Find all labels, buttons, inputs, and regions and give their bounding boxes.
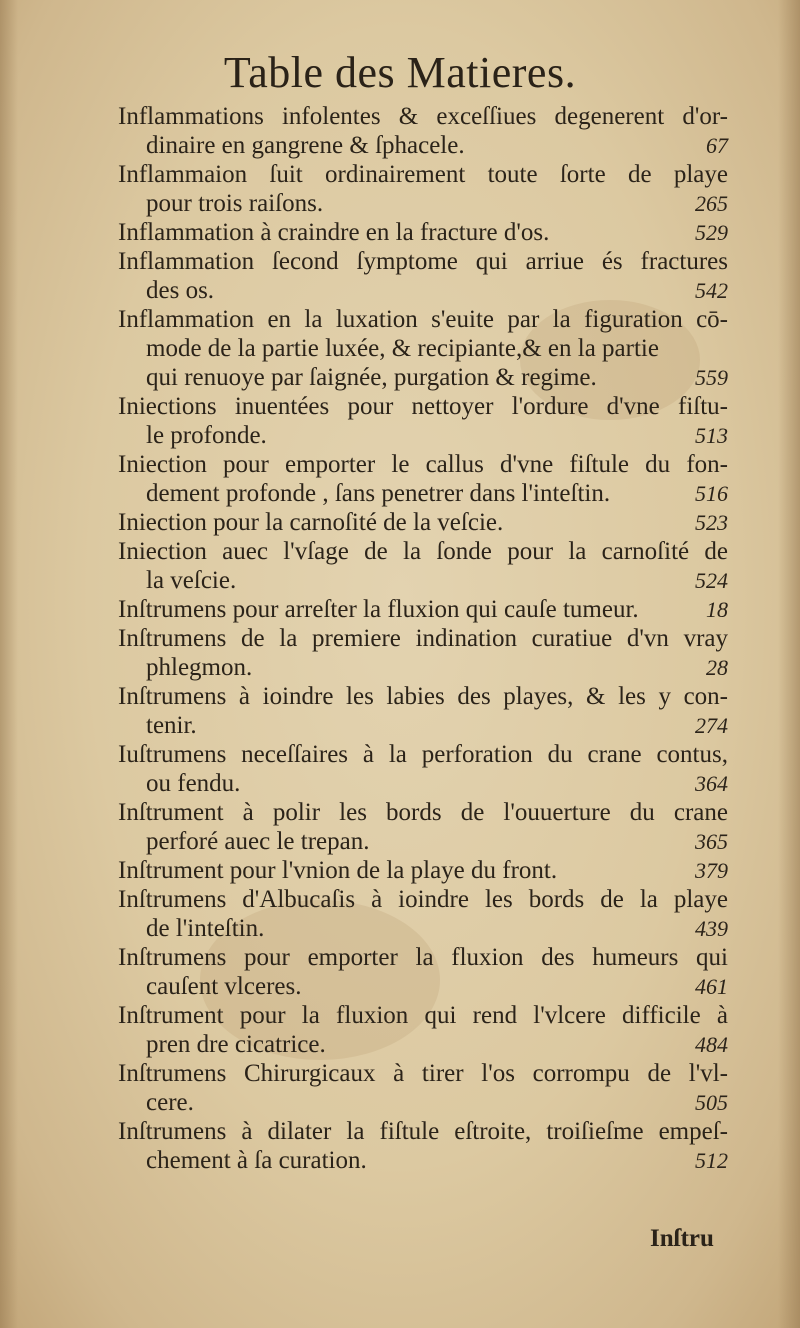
index-entry	[118, 102, 728, 160]
entry-text-line: Inſtrumens à ioindre les labies des playes, & les y con-	[118, 683, 728, 710]
page-reference: 379	[695, 858, 728, 883]
index-entry	[118, 1001, 728, 1059]
entry-text-line: Inflammations infolentes & exceſſiues degenerent d'or-	[118, 103, 728, 130]
page-reference: 559	[695, 365, 728, 390]
entry-continuation-line: pren dre cicatrice.	[146, 1031, 326, 1058]
entry-text-line: Inſtrumens à dilater la fiſtule eſtroite, troiſieſme empeſ-	[118, 1118, 728, 1145]
index-entry	[118, 218, 728, 247]
index-entry-list	[118, 102, 728, 1175]
entry-continuation-line: qui renuoye par ſaignée, purgation & regime.	[146, 364, 597, 391]
page-edge-shadow-right	[778, 0, 800, 1328]
entry-continuation-line: dement profonde , ſans penetrer dans l'inteſtin.	[146, 480, 611, 507]
page-reference: 365	[695, 829, 728, 854]
page-reference: 28	[706, 655, 728, 680]
entry-text-line: Inflammation à craindre en la fracture d'os.	[118, 219, 550, 246]
entry-text-line: Inſtrumens d'Albucaſis à ioindre les bords de la playe	[118, 886, 728, 913]
entry-continuation-line: chement à ſa curation.	[146, 1147, 367, 1174]
page-reference: 505	[695, 1090, 728, 1115]
index-entry	[118, 537, 728, 595]
index-entry	[118, 856, 728, 885]
index-entry	[118, 885, 728, 943]
index-entry	[118, 943, 728, 1001]
entry-text-line: Inſtrumens pour arreſter la fluxion qui cauſe tumeur.	[118, 596, 639, 623]
page-title: Table des Matieres.	[223, 48, 577, 97]
page-reference: 524	[695, 568, 728, 593]
page-reference: 523	[695, 510, 728, 535]
index-entry	[118, 247, 728, 305]
entry-text-line: Iniection auec l'vſage de la ſonde pour la carnoſité de	[118, 538, 728, 565]
page-reference: 529	[695, 220, 728, 245]
entry-text-line: Inſtrumens pour emporter la fluxion des humeurs qui	[118, 944, 728, 971]
index-entry	[118, 450, 728, 508]
entry-continuation-line: le profonde.	[146, 422, 267, 449]
entry-text-line: Inflammation en la luxation s'euite par la figuration cō-	[118, 306, 728, 333]
entry-continuation-line: de l'inteſtin.	[146, 915, 265, 942]
entry-continuation-line: perforé auec le trepan.	[146, 828, 370, 855]
entry-continuation-line: mode de la partie luxée, & recipiante,& en la partie	[146, 335, 659, 362]
entry-continuation-line: pour trois raiſons.	[146, 190, 324, 217]
index-entry	[118, 305, 728, 392]
page-reference: 484	[695, 1032, 728, 1057]
entry-text-line: Inſtrumens Chirurgicaux à tirer l'os corrompu de l'vl-	[118, 1060, 728, 1087]
entry-continuation-line: dinaire en gangrene & ſphacele.	[146, 132, 465, 159]
page-reference: 439	[695, 916, 728, 941]
entry-text-line: Inſtrument à polir les bords de l'ouuerture du crane	[118, 799, 728, 826]
page-reference: 513	[695, 423, 728, 448]
page-reference: 516	[695, 481, 728, 506]
entry-text-line: Iniection pour emporter le callus d'vne fiſtule du fon-	[118, 451, 728, 478]
entry-continuation-line: cauſent vlceres.	[146, 973, 302, 1000]
index-entry	[118, 508, 728, 537]
entry-text-line: Iuſtrumens neceſſaires à la perforation du crane contus,	[118, 741, 728, 768]
index-entry	[118, 740, 728, 798]
entry-text-line: Iniections inuentées pour nettoyer l'ordure d'vne fiſtu-	[118, 393, 728, 420]
page-reference: 461	[695, 974, 728, 999]
entry-continuation-line: phlegmon.	[146, 654, 253, 681]
index-entry	[118, 160, 728, 218]
entry-text-line: Iniection pour la carnoſité de la veſcie.	[118, 509, 504, 536]
entry-continuation-line: la veſcie.	[146, 567, 237, 594]
index-entry	[118, 682, 728, 740]
index-entry	[118, 624, 728, 682]
entry-text-line: Inſtrument pour la fluxion qui rend l'vlcere difficile à	[118, 1002, 728, 1029]
page-reference: 274	[695, 713, 728, 738]
page-reference: 67	[706, 133, 728, 158]
index-entry	[118, 1117, 728, 1175]
page-reference: 512	[695, 1148, 728, 1173]
entry-continuation-line: des os.	[146, 277, 215, 304]
page-reference: 542	[695, 278, 728, 303]
index-entry	[118, 595, 728, 624]
catchword: Inſtru	[650, 1225, 714, 1252]
index-entry	[118, 798, 728, 856]
page-reference: 265	[695, 191, 728, 216]
entry-continuation-line: cere.	[146, 1089, 194, 1116]
page-reference: 18	[706, 597, 728, 622]
entry-text-line: Inflammaion ſuit ordinairement toute ſorte de playe	[118, 161, 728, 188]
entry-text-line: Inflammation ſecond ſymptome qui arriue és fractures	[118, 248, 728, 275]
index-entry	[118, 1059, 728, 1117]
page-edge-shadow-left	[0, 0, 18, 1328]
entry-text-line: Inſtrument pour l'vnion de la playe du front.	[118, 857, 558, 884]
entry-continuation-line: ou fendu.	[146, 770, 241, 797]
page-reference: 364	[695, 771, 728, 796]
entry-continuation-line: tenir.	[146, 712, 197, 739]
entry-text-line: Inſtrumens de la premiere indination curatiue d'vn vray	[118, 625, 728, 652]
index-entry	[118, 392, 728, 450]
